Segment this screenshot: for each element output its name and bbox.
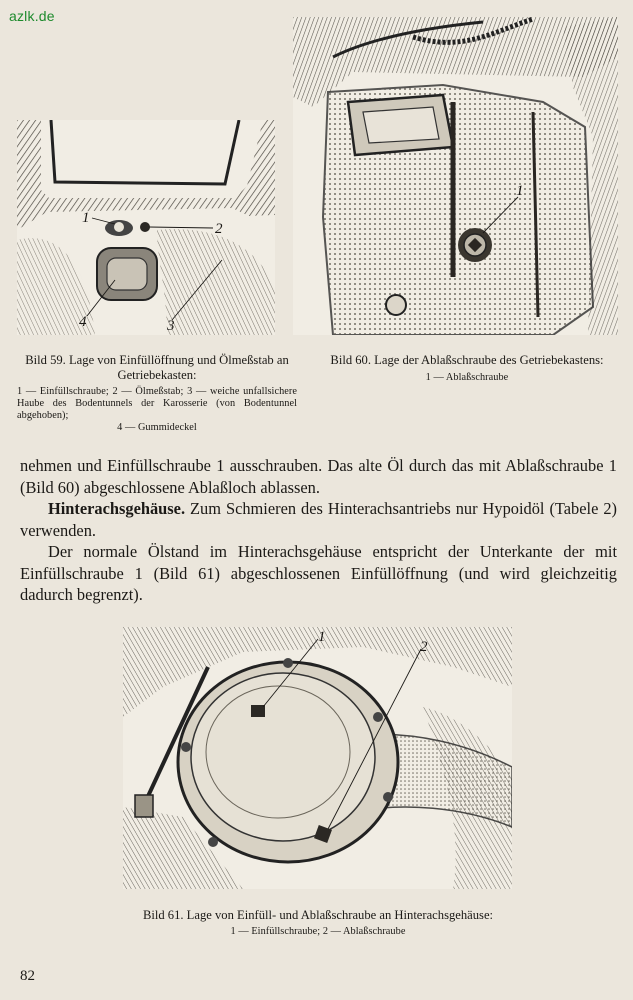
fig59-callout-2: 2 — [215, 221, 223, 237]
figure-61-legend: 1 — Einfüllschraube; 2 — Ablaßschraube — [230, 925, 406, 937]
site-watermark: azlk.de — [9, 8, 55, 24]
figure-60-legend: 1 — Ablaßschraube — [425, 371, 509, 383]
fig61-callout-1: 1 — [318, 629, 326, 645]
fig59-callout-1: 1 — [82, 210, 90, 226]
page-number: 82 — [20, 968, 35, 984]
figure-59-caption — [17, 353, 297, 434]
body-text — [20, 455, 617, 606]
paragraph-2-heading: Hinterachsgehäuse. — [48, 499, 186, 518]
figure-61-illustration — [123, 627, 512, 889]
figure-61-caption-title: Bild 61. Lage von Einfüll- und Ablaßschraube an Hinterachsgehäuse: — [142, 908, 494, 922]
fig60-callout-1: 1 — [516, 183, 524, 199]
figure-61-caption — [108, 908, 528, 938]
figure-59-illustration — [17, 120, 275, 335]
figure-59-legend-line-2: 4 — Gummideckel — [117, 422, 197, 434]
fig61-callout-2: 2 — [420, 639, 428, 655]
figure-60-caption — [318, 353, 616, 384]
paragraph-2-text: Zum Schmieren des Hinterachsantriebs nur Hypoidöl (Tabele 2) verwenden. — [20, 499, 617, 540]
fig59-callout-4: 4 — [79, 314, 87, 330]
figure-59-legend-line-1: 1 — Einfüllschraube; 2 — Ölmeßstab; 3 — weiche unfallsichere Haube des Bodentunnels der Karosserie (von Bodentunnel abgehoben); — [17, 385, 297, 421]
figure-59-caption-title: Bild 59. Lage von Einfüllöffnung und Ölmeßstab an Getriebekasten: — [25, 353, 289, 382]
fig59-callout-3: 3 — [167, 318, 175, 334]
figure-60-caption-title: Bild 60. Lage der Ablaßschraube des Getriebekastens: — [330, 353, 604, 367]
paragraph-3: Der normale Ölstand im Hinterachsgehäuse entspricht der Unterkante der mit Einfüllschraube 1 (Bild 61) abgeschlossenen Einfüllöffnung (und wird gleichzeitig dadurch begrenzt). — [20, 542, 617, 604]
figure-60-illustration — [293, 17, 618, 335]
paragraph-1: nehmen und Einfüllschraube 1 ausschrauben. Das alte Öl durch das mit Ablaßschraube 1 (Bild 60) abgeschlossene Ablaßloch ablassen. — [20, 456, 617, 497]
paragraph-2 — [20, 498, 617, 541]
